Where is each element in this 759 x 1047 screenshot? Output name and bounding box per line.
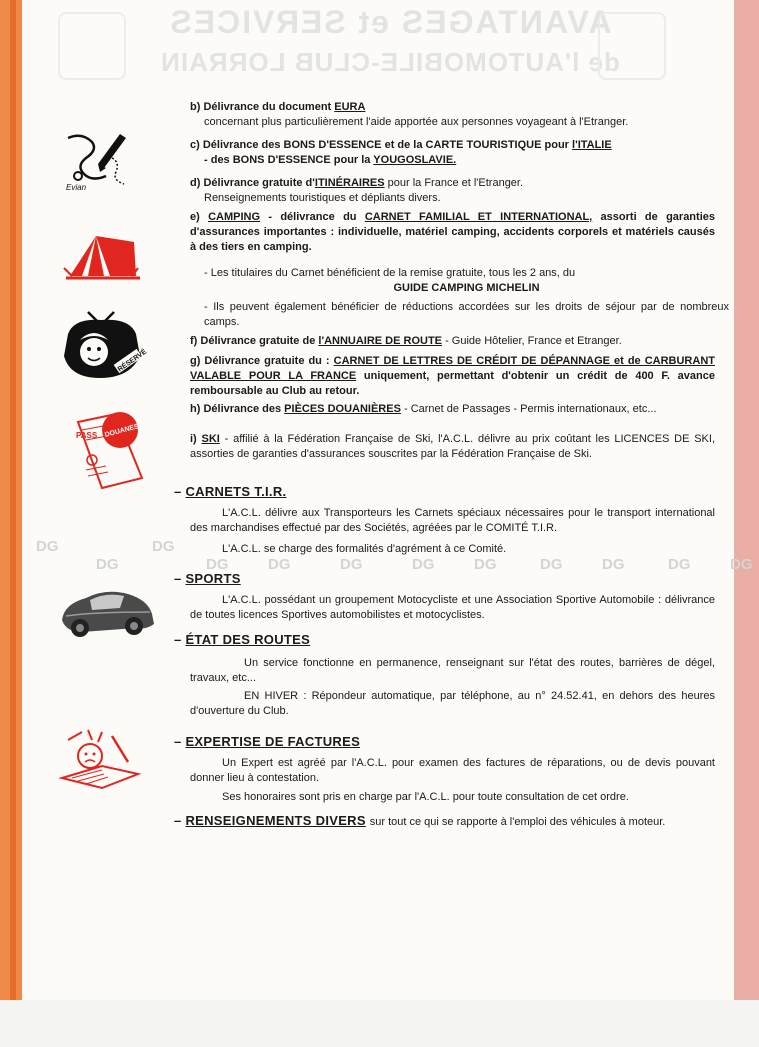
item-letter: g) — [190, 355, 201, 367]
item-camping — [190, 210, 715, 255]
show-through-line2: de l'AUTOMOBILE-CLUB LORRAIN — [160, 47, 620, 77]
item-text: - Les titulaires du Carnet bénéficient de la remise gratuite, tous les 2 ans, du — [204, 267, 576, 279]
watermark-mark: DG — [152, 538, 175, 555]
section-dash: – — [174, 734, 182, 749]
section-text: L'A.C.L. se charge des formalités d'agrément à ce Comité. — [222, 543, 507, 555]
item-text: - affilié à la Fédération Française de Ski, l'A.C.L. délivre au prix coûtant les LICENCES DE SKI, assorties de garanties d'assurances souscrites par la Fédération Française de Ski. — [190, 433, 715, 460]
section-title: SPORTS — [185, 571, 241, 586]
item-text: uniquement, permettant d'obtenir un crédit de 400 F. avance remboursable au Club au retour. — [190, 370, 715, 397]
item-lead: Délivrance gratuite du : — [204, 355, 330, 367]
item-letter: h) — [190, 403, 201, 415]
camping-tent-icon — [62, 226, 142, 293]
item-lead: Délivrance des BONS D'ESSENCE et de la CARTE TOURISTIQUE pour — [202, 139, 569, 151]
section-carnets-tir — [174, 484, 286, 499]
reserve-label: RÉSERVÉ — [116, 348, 149, 374]
item-lead: Délivrance du document — [203, 101, 332, 113]
item-annuaire — [190, 334, 715, 349]
watermark-mark: DG — [340, 556, 363, 573]
section-title: CARNETS T.I.R. — [185, 484, 287, 499]
section-dash: – — [174, 813, 182, 828]
item-ski — [190, 432, 715, 462]
watermark-mark: DG — [668, 556, 691, 573]
customs-douanes-icon — [72, 408, 152, 497]
item-keyword: l'ANNUAIRE DE ROUTE — [318, 335, 443, 347]
item-keyword: l'ITALIE — [572, 139, 612, 151]
item-itineraires — [190, 176, 715, 206]
show-through-header — [160, 4, 620, 78]
section-text: L'A.C.L. délivre aux Transporteurs les Carnets spéciaux nécessaires pour le transport international des marchandises effectué par des Sociétés, agréées par le COMITÉ T.I.R. — [190, 507, 715, 534]
item-letter: i) — [190, 433, 197, 445]
watermark-mark: DG — [540, 556, 563, 573]
section-text: Un Expert est agréé par l'A.C.L. pour examen des factures de réparations, ou de devis pouvant donner lieu à contestation. — [190, 757, 715, 784]
guide-title: GUIDE CAMPING MICHELIN — [393, 282, 540, 294]
section-text: sur tout ce qui se rapporte à l'emploi des véhicules à moteur. — [369, 816, 666, 828]
watermark-mark: DG — [730, 556, 753, 573]
section-title: EXPERTISE DE FACTURES — [185, 734, 361, 749]
item-keyword: CAMPING — [208, 211, 261, 223]
item-lead: Délivrance gratuite de — [200, 335, 316, 347]
item-keyword: SKI — [201, 433, 220, 445]
show-through-line1: AVANTAGES et SERVICES — [168, 4, 612, 40]
section-text: EN HIVER : Répondeur automatique, par téléphone, au n° 24.52.41, en dehors des heures d'ouverture du Club. — [190, 690, 715, 717]
invoice-expert-icon — [58, 728, 142, 797]
section-renseignements-divers — [174, 813, 719, 828]
item-letter: d) — [190, 177, 201, 189]
table-surface — [0, 1000, 759, 1047]
douanes-label: DOUANES — [104, 423, 140, 439]
item-lead: Délivrance des — [203, 403, 282, 415]
section-dash: – — [174, 571, 182, 586]
next-page-edge — [734, 0, 759, 1000]
item-credit-depannage — [190, 354, 715, 399]
item-lead: Délivrance gratuite d' — [203, 177, 315, 189]
hotel-reserved-icon — [60, 308, 149, 387]
section-text: Ses honoraires sont pris en charge par l'A.C.L. pour toute consultation de cet ordre. — [222, 791, 629, 803]
item-bons-essence — [190, 138, 715, 168]
section-text: L'A.C.L. possédant un groupement Motocycliste et une Association Sportive Automobile : délivrance de toutes licences Sportives automobilistes et motocyclistes. — [190, 594, 715, 621]
watermark-mark: DG — [602, 556, 625, 573]
item-text: concernant plus particulièrement l'aide apportée aux personnes voyageant à l'Etranger. — [204, 116, 629, 128]
section-etat-routes — [174, 632, 310, 647]
item-camping-reductions — [190, 300, 729, 330]
item-keyword: ITINÉRAIRES — [314, 177, 385, 189]
item-lead: - délivrance du — [268, 211, 357, 223]
passe-label: PASS — [76, 431, 98, 440]
binding-edge-inner — [10, 0, 16, 1000]
section-dash: – — [174, 632, 182, 647]
item-keyword: YOUGOSLAVIE. — [373, 154, 457, 166]
item-keyword: CARNET FAMILIAL ET INTERNATIONAL, — [364, 211, 593, 223]
item-text: assorti de garanties d'assurances importantes : individuelle, matériel camping, accidents corporels et matériels causés à des tiers en camping. — [190, 211, 715, 253]
show-through-logo-right — [598, 12, 666, 80]
watermark-mark: DG — [474, 556, 497, 573]
watermark-mark: DG — [206, 556, 229, 573]
watermark-mark: DG — [36, 538, 59, 555]
section-expertise-factures — [174, 734, 360, 749]
item-letter: e) — [190, 211, 200, 223]
sports-car-icon — [56, 582, 156, 647]
section-text: Un service fonctionne en permanence, renseignant sur l'état des routes, barrières de dégel, travaux, etc... — [190, 657, 715, 684]
item-keyword: PIÈCES DOUANIÈRES — [284, 403, 401, 415]
evian-label: Evian — [66, 183, 87, 192]
show-through-logo-left — [58, 12, 126, 80]
item-text: Renseignements touristiques et dépliants divers. — [204, 192, 441, 204]
item-text: - Guide Hôtelier, France et Etranger. — [445, 335, 622, 347]
item-camping-guide — [190, 266, 729, 296]
item-pieces-douanieres — [190, 402, 715, 417]
item-keyword: EURA — [334, 101, 366, 113]
item-text: - Carnet de Passages - Permis internationaux, etc... — [403, 403, 657, 415]
section-title: ÉTAT DES ROUTES — [185, 632, 311, 647]
item-text: pour la France et l'Etranger. — [387, 177, 524, 189]
section-dash: – — [174, 484, 182, 499]
item-letter: b) — [190, 101, 201, 113]
item-keyword: CARNET DE LETTRES DE CRÉDIT DE DÉPANNAGE et de CARBURANT VALABLE POUR LA FRANCE — [190, 355, 715, 382]
section-sports — [174, 571, 241, 586]
item-lead: - des BONS D'ESSENCE pour la — [204, 154, 371, 166]
item-eura — [190, 100, 715, 130]
item-letter: c) — [190, 139, 200, 151]
watermark-mark: DG — [412, 556, 435, 573]
watermark-mark: DG — [268, 556, 291, 573]
item-letter: f) — [190, 335, 198, 347]
watermark-mark: DG — [96, 556, 119, 573]
item-text: - Ils peuvent également bénéficier de réductions accordées sur les droits de séjour par de nombreux camps. — [204, 301, 729, 328]
section-title: RENSEIGNEMENTS DIVERS — [185, 813, 366, 828]
itinerary-icon — [62, 128, 138, 197]
